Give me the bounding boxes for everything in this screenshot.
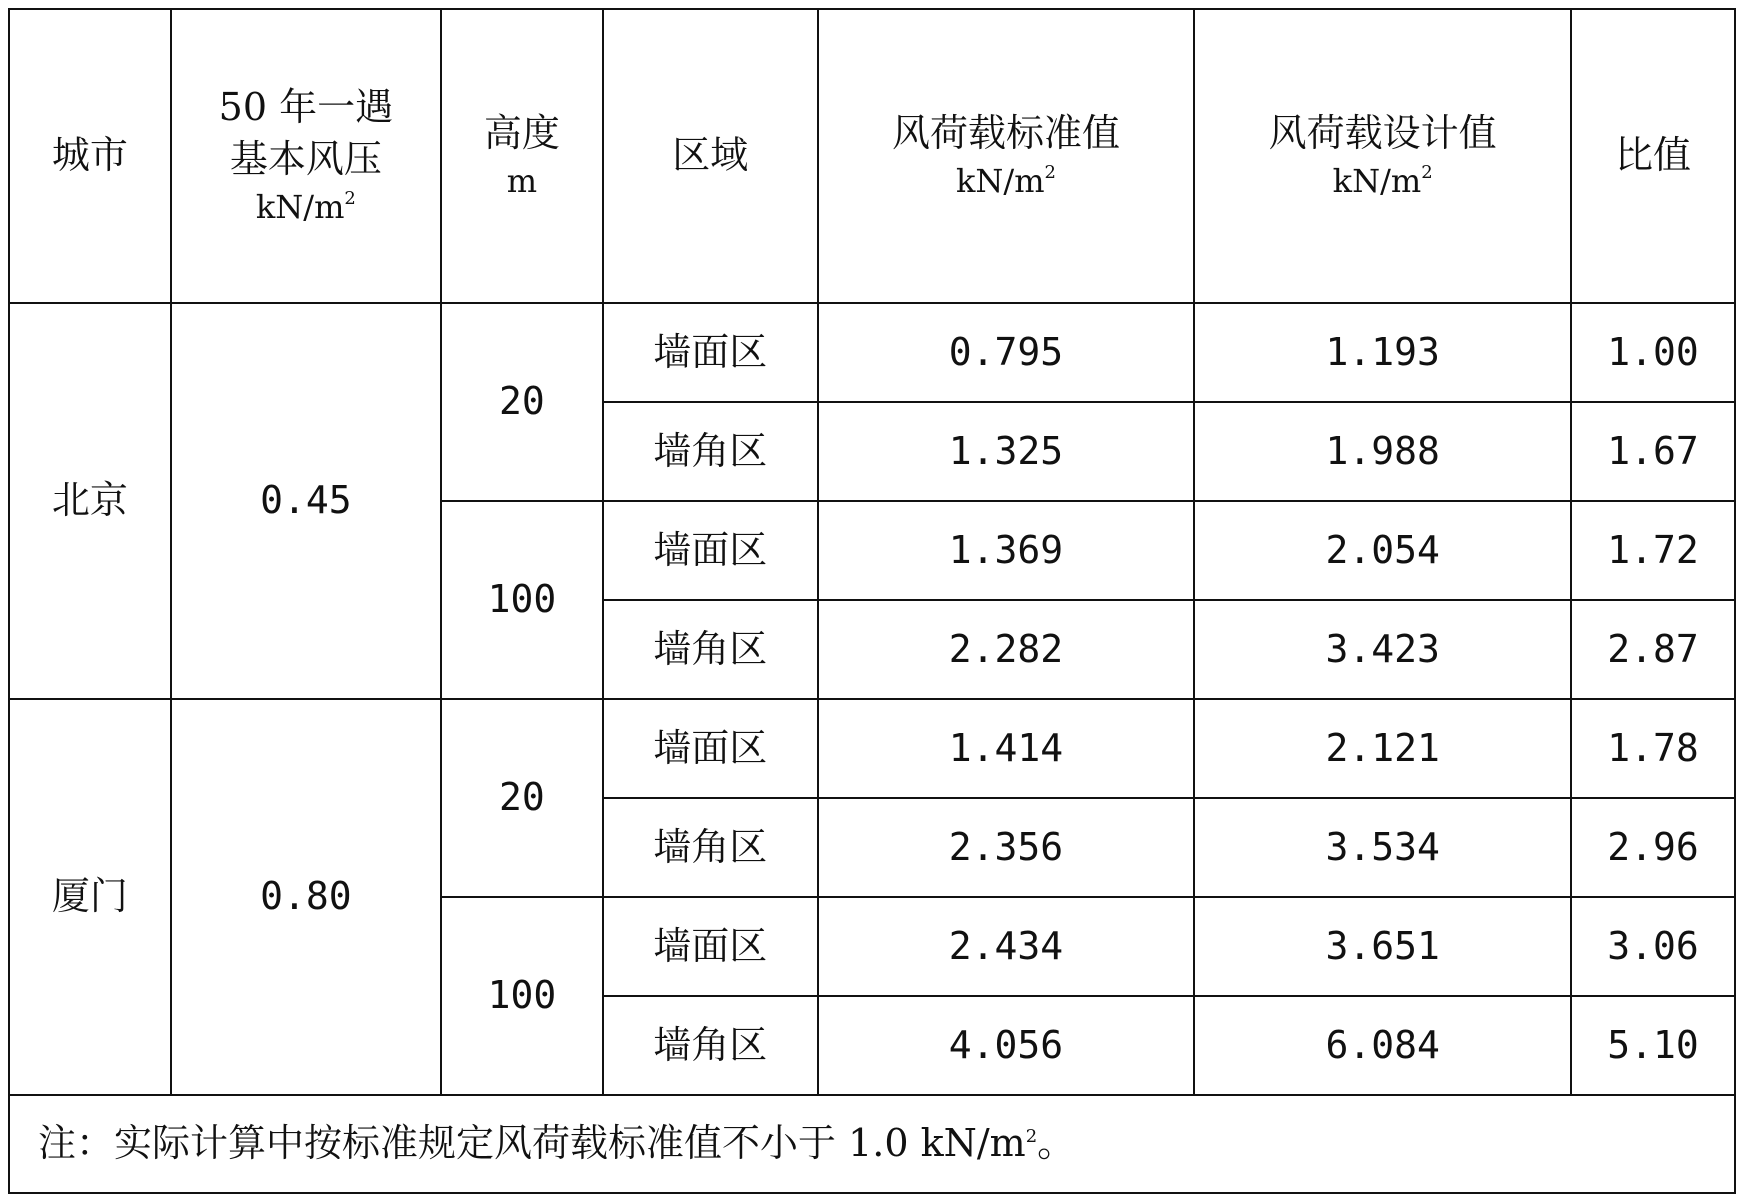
note-row <box>9 1095 1735 1193</box>
ratio-cell: 1.78 <box>1571 699 1735 798</box>
header-region: 区域 <box>603 9 818 303</box>
standard-value-cell: 1.325 <box>818 402 1195 501</box>
height-cell: 100 <box>441 897 603 1095</box>
region-cell: 墙面区 <box>603 897 818 996</box>
design-value-cell: 2.054 <box>1194 501 1571 600</box>
standard-value-cell: 2.434 <box>818 897 1195 996</box>
header-ratio: 比值 <box>1571 9 1735 303</box>
standard-value-cell: 1.414 <box>818 699 1195 798</box>
pressure-cell: 0.45 <box>171 303 441 699</box>
region-cell: 墙角区 <box>603 798 818 897</box>
standard-value-cell: 2.282 <box>818 600 1195 699</box>
ratio-cell: 3.06 <box>1571 897 1735 996</box>
design-value-cell: 2.121 <box>1194 699 1571 798</box>
header-row <box>9 9 1735 303</box>
region-cell: 墙面区 <box>603 501 818 600</box>
header-basic-pressure: 50 年一遇 基本风压 $kN/m^2$ <box>171 9 441 303</box>
region-cell: 墙角区 <box>603 600 818 699</box>
height-cell: 20 <box>441 303 603 501</box>
standard-value-cell: 2.356 <box>818 798 1195 897</box>
wind-load-table <box>8 8 1736 1194</box>
design-value-cell: 1.193 <box>1194 303 1571 402</box>
height-cell: 20 <box>441 699 603 897</box>
design-value-cell: 3.651 <box>1194 897 1571 996</box>
table-row <box>9 699 1735 798</box>
table-row <box>9 303 1735 402</box>
header-height: 高度 m <box>441 9 603 303</box>
pressure-cell: 0.80 <box>171 699 441 1095</box>
standard-value-cell: 0.795 <box>818 303 1195 402</box>
region-cell: 墙角区 <box>603 996 818 1095</box>
design-value-cell: 3.423 <box>1194 600 1571 699</box>
ratio-cell: 5.10 <box>1571 996 1735 1095</box>
design-value-cell: 3.534 <box>1194 798 1571 897</box>
header-city: 城市 <box>9 9 171 303</box>
design-value-cell: 1.988 <box>1194 402 1571 501</box>
header-standard-value: 风荷载标准值 $kN/m^2$ <box>818 9 1195 303</box>
table-note: 注：实际计算中按标准规定风荷载标准值不小于 1.0 $kN/m^2$。 <box>9 1095 1735 1193</box>
ratio-cell: 2.96 <box>1571 798 1735 897</box>
region-cell: 墙面区 <box>603 699 818 798</box>
ratio-cell: 1.67 <box>1571 402 1735 501</box>
height-cell: 100 <box>441 501 603 699</box>
region-cell: 墙角区 <box>603 402 818 501</box>
ratio-cell: 1.00 <box>1571 303 1735 402</box>
standard-value-cell: 4.056 <box>818 996 1195 1095</box>
city-cell: 北京 <box>9 303 171 699</box>
header-design-value: 风荷载设计值 $kN/m^2$ <box>1194 9 1571 303</box>
standard-value-cell: 1.369 <box>818 501 1195 600</box>
region-cell: 墙面区 <box>603 303 818 402</box>
ratio-cell: 1.72 <box>1571 501 1735 600</box>
city-cell: 厦门 <box>9 699 171 1095</box>
ratio-cell: 2.87 <box>1571 600 1735 699</box>
design-value-cell: 6.084 <box>1194 996 1571 1095</box>
